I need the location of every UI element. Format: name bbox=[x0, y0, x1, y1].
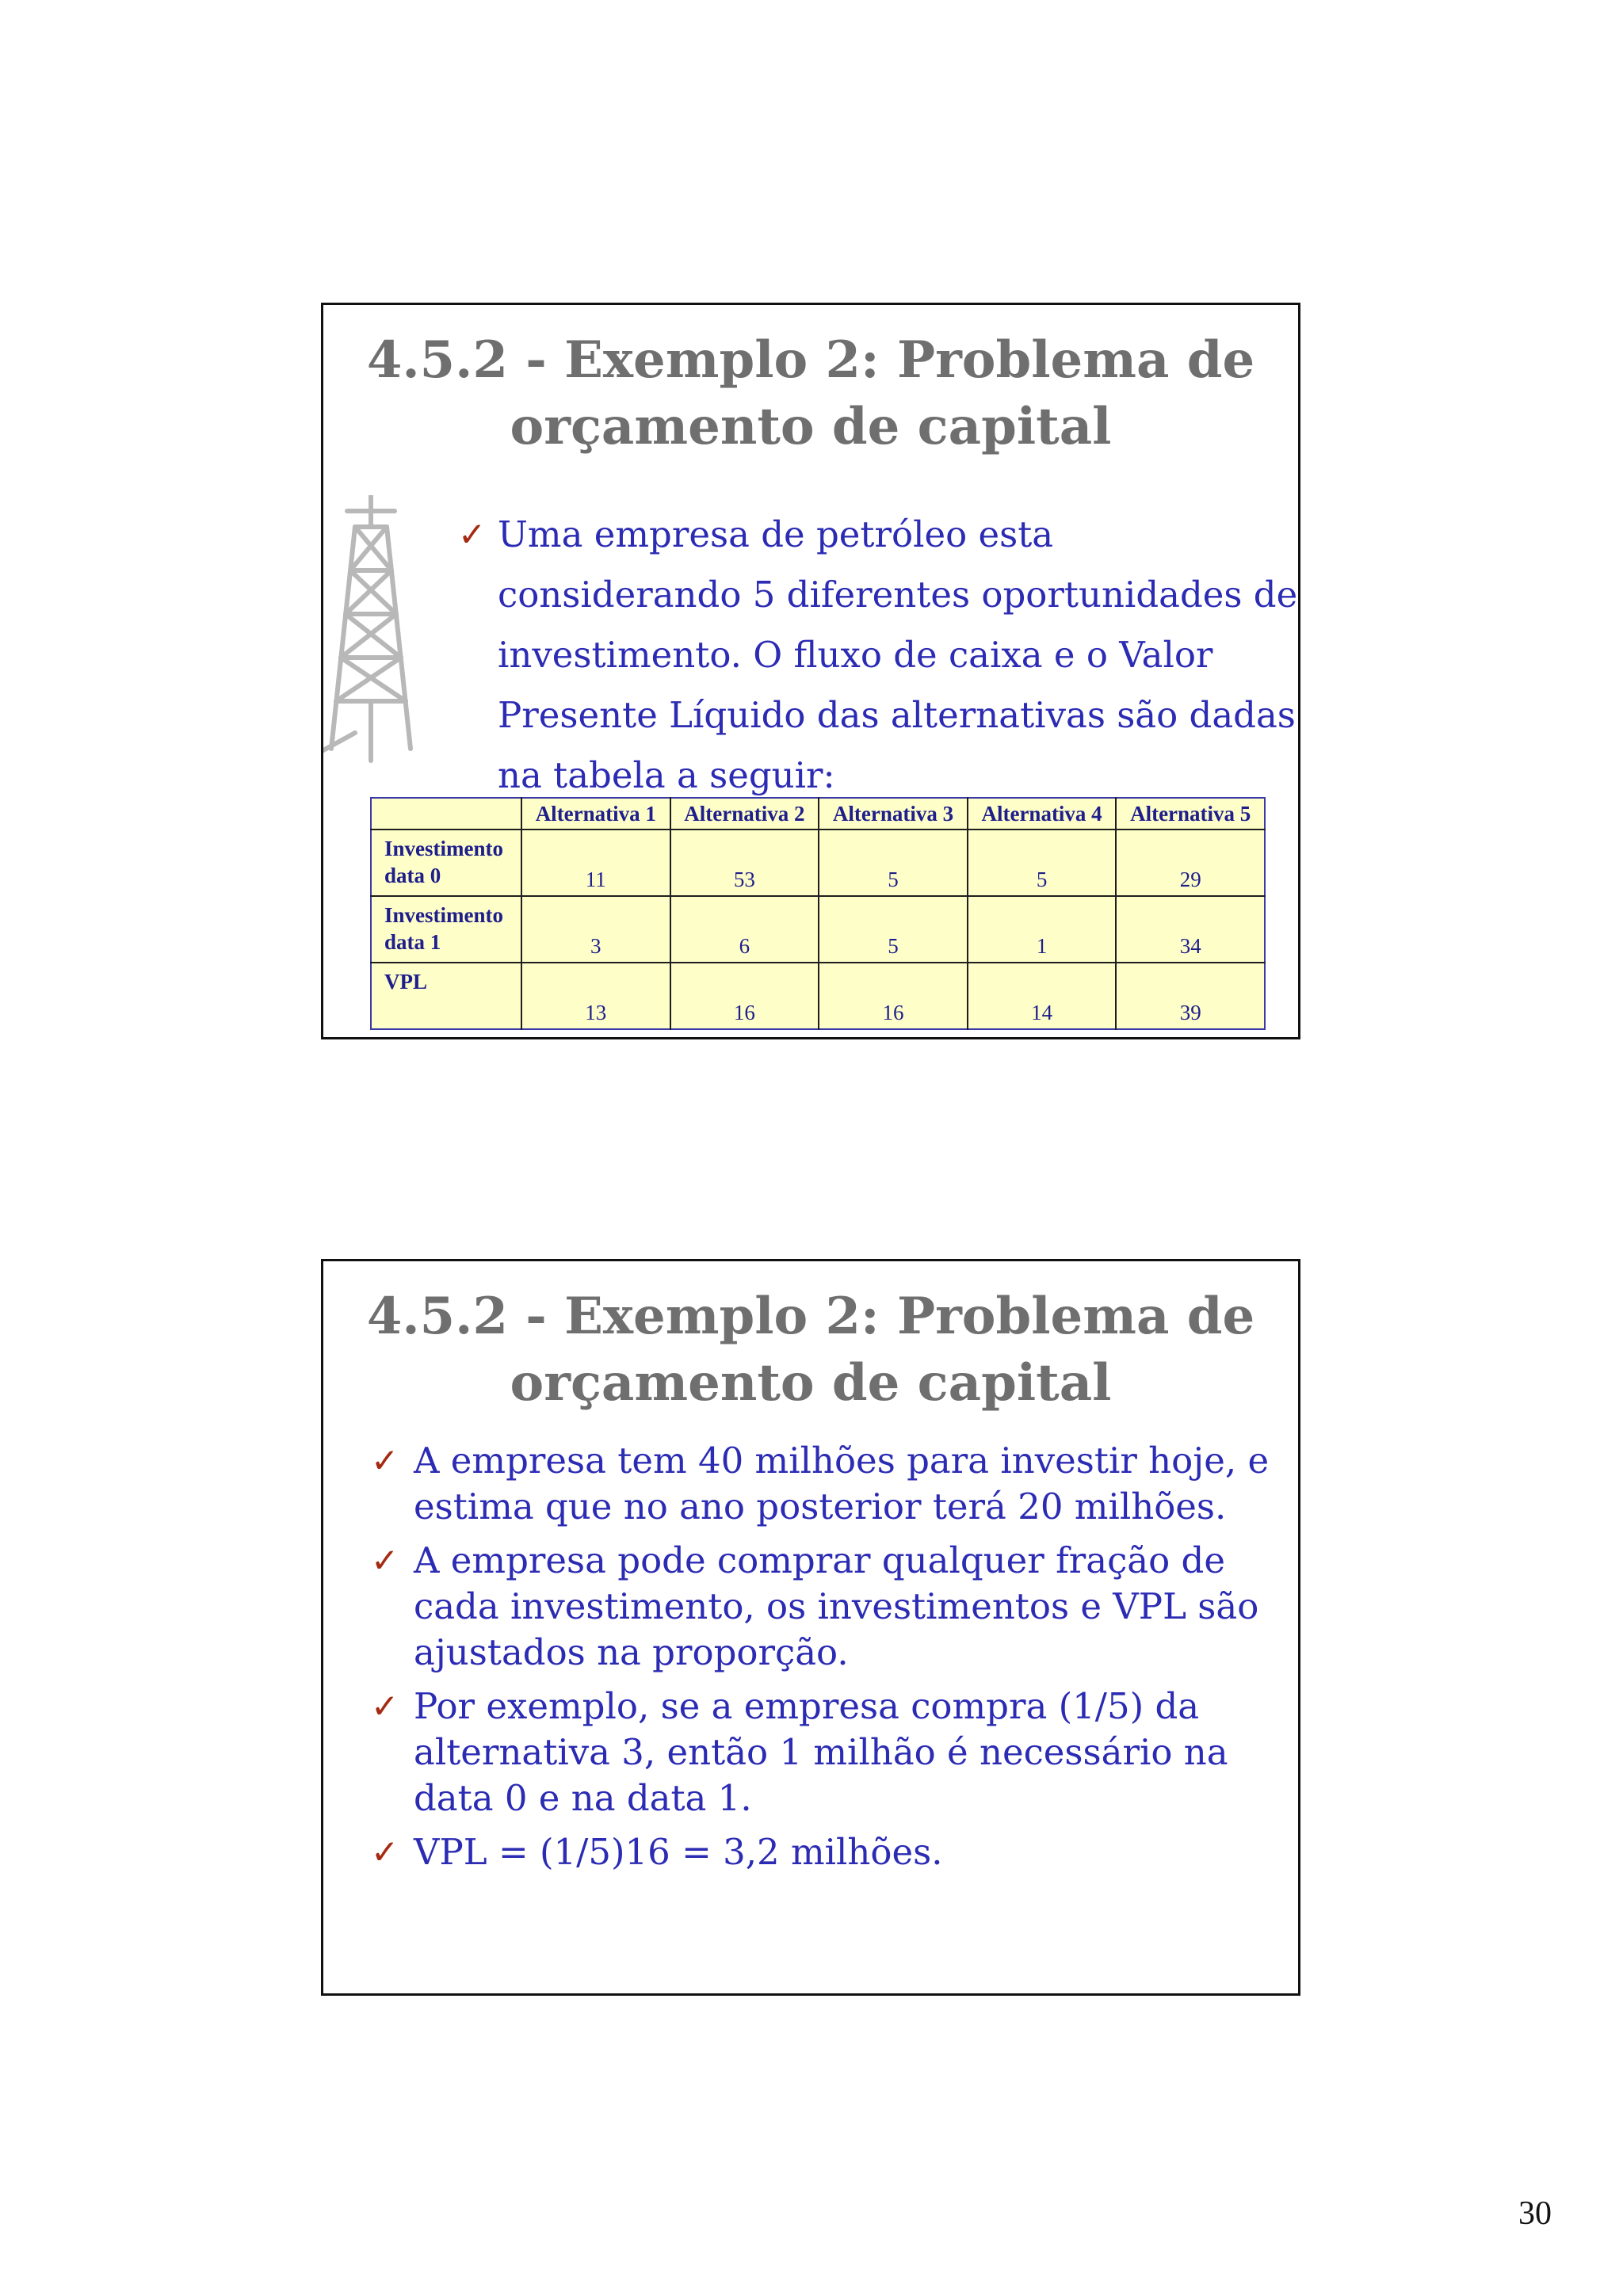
bullet-item bbox=[458, 505, 1298, 806]
checkmark-icon: ✓ bbox=[458, 515, 487, 554]
table-cell: 13 bbox=[521, 963, 670, 1029]
title-line-1: 4.5.2 - Exemplo 2: Problema de bbox=[366, 1287, 1255, 1346]
bullet-item bbox=[371, 1829, 1290, 1875]
row-label-line: data 0 bbox=[384, 864, 441, 887]
table-header-cell bbox=[371, 798, 521, 830]
investment-table bbox=[370, 797, 1266, 1030]
table-cell: 53 bbox=[670, 830, 819, 896]
table-cell: 29 bbox=[1116, 830, 1265, 896]
table-cell: 6 bbox=[670, 896, 819, 963]
checkmark-icon: ✓ bbox=[371, 1833, 399, 1871]
table-cell: 39 bbox=[1116, 963, 1265, 1029]
row-label-line: Investimento bbox=[384, 837, 503, 860]
row-label bbox=[371, 830, 521, 896]
slide-2 bbox=[321, 1259, 1300, 1996]
row-label-line: data 1 bbox=[384, 930, 441, 954]
table-cell: 5 bbox=[819, 896, 968, 963]
table-row bbox=[371, 963, 1265, 1029]
bullet-text: A empresa tem 40 milhões para investir hoje, e estima que no ano posterior terá 20 milhões. bbox=[414, 1440, 1270, 1527]
oil-derrick-icon bbox=[323, 495, 450, 765]
checkmark-icon: ✓ bbox=[371, 1541, 399, 1580]
row-label bbox=[371, 896, 521, 963]
title-line-1: 4.5.2 - Exemplo 2: Problema de bbox=[366, 330, 1255, 390]
table-header-cell: Alternativa 3 bbox=[819, 798, 968, 830]
bullet-item bbox=[371, 1538, 1290, 1676]
checkmark-icon: ✓ bbox=[371, 1687, 399, 1726]
table-cell: 3 bbox=[521, 896, 670, 963]
slide-1 bbox=[321, 303, 1300, 1039]
page-number: 30 bbox=[1518, 2195, 1552, 2232]
table-cell: 5 bbox=[819, 830, 968, 896]
table-cell: 5 bbox=[968, 830, 1117, 896]
bullet-text: Por exemplo, se a empresa compra (1/5) da alternativa 3, então 1 milhão é necessário na data 0 e na data 1. bbox=[414, 1685, 1228, 1819]
table-cell: 16 bbox=[670, 963, 819, 1029]
table-cell: 11 bbox=[521, 830, 670, 896]
row-label-line: Investimento bbox=[384, 903, 503, 927]
table-header-cell: Alternativa 4 bbox=[968, 798, 1117, 830]
table-header-cell: Alternativa 1 bbox=[521, 798, 670, 830]
bullet-list bbox=[371, 1438, 1290, 1883]
table-header-cell: Alternativa 5 bbox=[1116, 798, 1265, 830]
table-cell: 34 bbox=[1116, 896, 1265, 963]
row-label bbox=[371, 963, 521, 1029]
bullet-text: Uma empresa de petróleo esta considerando 5 diferentes oportunidades de investimento. O fluxo de caixa e o Valor Presente Líquido das alternativas são dadas na tabela a seguir: bbox=[498, 513, 1298, 796]
checkmark-icon: ✓ bbox=[371, 1441, 399, 1480]
table-cell: 14 bbox=[968, 963, 1117, 1029]
row-label-line: VPL bbox=[384, 970, 427, 994]
bullet-item bbox=[371, 1684, 1290, 1821]
title-line-2: orçamento de capital bbox=[510, 397, 1112, 456]
table-row bbox=[371, 830, 1265, 896]
title-line-2: orçamento de capital bbox=[510, 1353, 1112, 1413]
slide-title bbox=[323, 327, 1298, 460]
bullet-text: VPL = (1/5)16 = 3,2 milhões. bbox=[414, 1831, 943, 1873]
table-header-cell: Alternativa 2 bbox=[670, 798, 819, 830]
bullet-text: A empresa pode comprar qualquer fração de cada investimento, os investimentos e VPL são ajustados na proporção. bbox=[414, 1539, 1259, 1673]
slide-title bbox=[323, 1283, 1298, 1417]
table-cell: 16 bbox=[819, 963, 968, 1029]
table-row bbox=[371, 896, 1265, 963]
table-cell: 1 bbox=[968, 896, 1117, 963]
bullet-list bbox=[458, 505, 1298, 806]
table-header-row bbox=[371, 798, 1265, 830]
bullet-item bbox=[371, 1438, 1290, 1530]
